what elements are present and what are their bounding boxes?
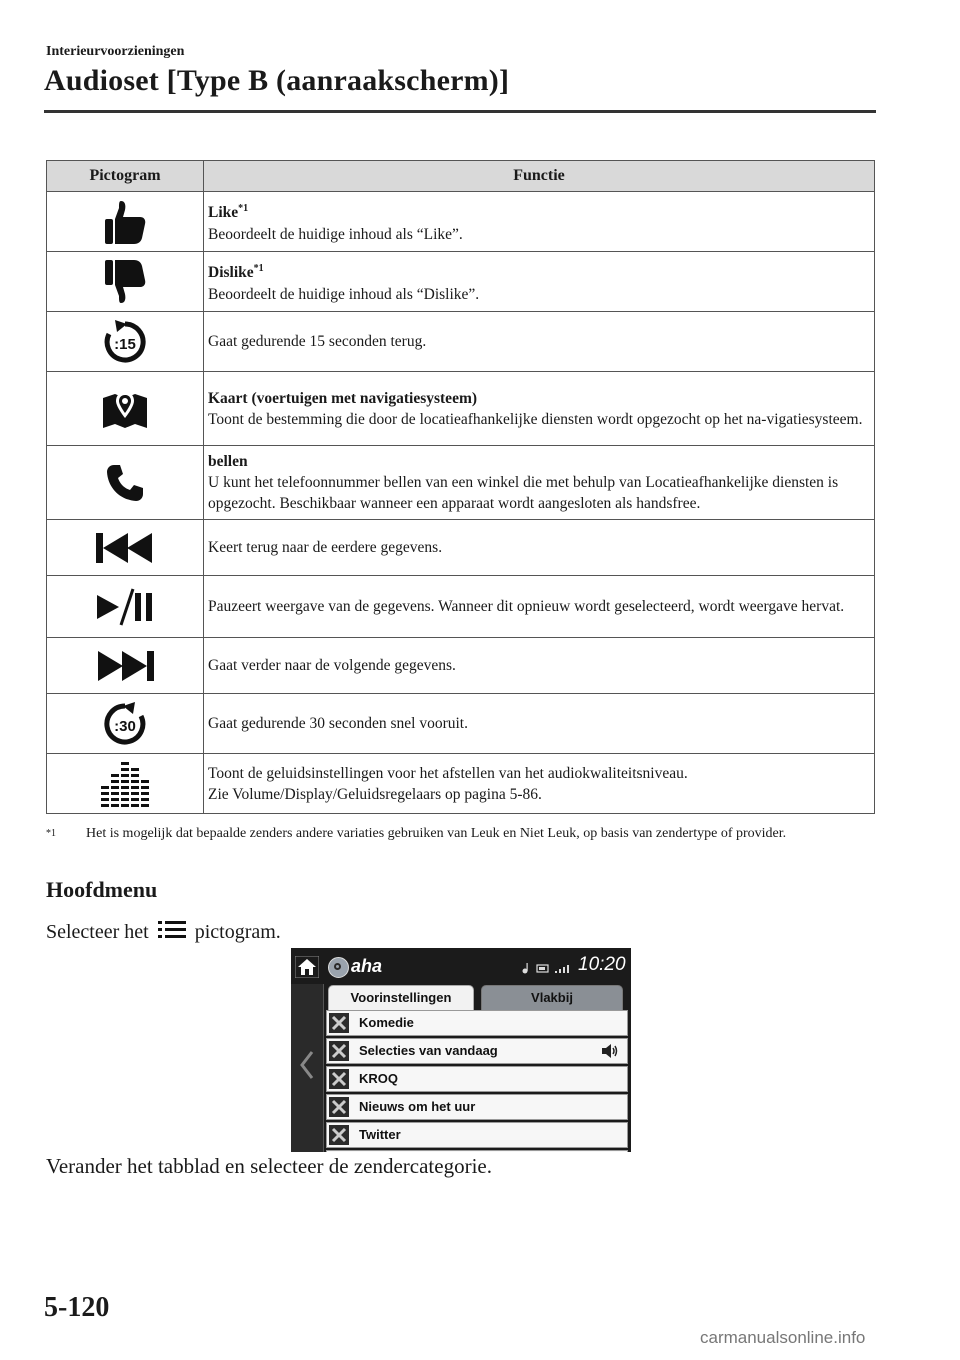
function-desc: Toont de geluidsinstellingen voor het afstellen van het audiokwaliteitsniveau. Zie Volume/Display/Geluidsregelaars op pagina 5-86. xyxy=(208,764,688,803)
tab-voorinstellingen[interactable]: Voorinstellingen xyxy=(328,985,474,1011)
equalizer-icon xyxy=(97,760,153,808)
section-heading: Hoofdmenu xyxy=(46,877,158,902)
screen-status-bar xyxy=(291,948,631,984)
table-row xyxy=(47,252,875,312)
home-icon[interactable] xyxy=(295,956,319,978)
function-title: Dislike$^{*1}$ xyxy=(208,263,264,282)
list-item-label xyxy=(359,1151,387,1152)
footnote-text: Het is mogelijk dat bepaalde zenders andere variaties gebruiken van Leuk en Niet Leuk, op basis van zendertype of provider. xyxy=(86,826,787,841)
icon-cell xyxy=(47,576,204,638)
footnote-mark: *1 xyxy=(46,828,56,839)
aha-logo-icon xyxy=(328,957,349,978)
page-number: 5-120 xyxy=(44,1292,110,1323)
list-item-label: Twitter xyxy=(359,1127,401,1142)
table-row xyxy=(47,638,875,694)
clock: 10:20 xyxy=(578,954,626,975)
table-row xyxy=(47,192,875,252)
svg-text::15: :15 xyxy=(114,335,136,353)
table-row xyxy=(47,754,875,814)
list-item[interactable] xyxy=(326,1150,628,1152)
back-arrow-icon[interactable] xyxy=(299,1050,315,1080)
function-cell xyxy=(204,312,875,372)
function-title: bellen xyxy=(208,453,248,470)
icon-cell xyxy=(47,754,204,814)
instruction-before: Selecteer het xyxy=(46,921,149,943)
category-icon xyxy=(329,1097,349,1117)
col-header-pictogram: Pictogram xyxy=(47,161,204,192)
section-label: Interieurvoorzieningen xyxy=(46,44,185,59)
table-row xyxy=(47,576,875,638)
function-cell xyxy=(204,252,875,312)
icon-cell xyxy=(47,446,204,520)
page-title: Audioset [Type B (aanraakscherm)] xyxy=(44,64,510,97)
function-cell xyxy=(204,694,875,754)
map-pin-icon xyxy=(99,386,151,432)
skip-forward-icon xyxy=(94,649,156,683)
function-desc: Pauzeert weergave van de gegevens. Wanneer dit opnieuw wordt geselecteerd, wordt weergave hervat. xyxy=(208,598,845,615)
table-row xyxy=(47,312,875,372)
speaker-icon xyxy=(601,1043,619,1059)
instruction-after: pictogram. xyxy=(194,921,281,943)
table-row xyxy=(47,372,875,446)
icon-cell xyxy=(47,252,204,312)
title-rule xyxy=(44,110,876,113)
category-icon xyxy=(329,1013,349,1033)
function-title: Kaart (voertuigen met navigatiesysteem) xyxy=(208,389,478,407)
function-desc: Gaat gedurende 30 seconden snel vooruit. xyxy=(208,715,468,732)
function-table xyxy=(46,160,875,814)
phone-icon xyxy=(105,463,145,503)
instruction xyxy=(46,920,281,944)
list-item[interactable] xyxy=(326,1010,628,1036)
category-icon xyxy=(329,1069,349,1089)
icon-cell xyxy=(47,520,204,576)
table-row xyxy=(47,446,875,520)
table-row xyxy=(47,520,875,576)
list-item[interactable] xyxy=(326,1122,628,1148)
list-item-label: KROQ xyxy=(359,1071,398,1086)
function-cell xyxy=(204,638,875,694)
side-panel xyxy=(291,984,324,1152)
tab-vlakbij[interactable]: Vlakbij xyxy=(481,985,623,1011)
function-desc: Gaat gedurende 15 seconden terug. xyxy=(208,333,427,350)
icon-cell xyxy=(47,312,204,372)
forward-30-icon xyxy=(101,700,149,748)
function-desc: U kunt het telefoonnummer bellen van een winkel die met behulp van Locatieafhankelijke diensten is opgezocht. Beschikbaar wanneer een apparaat wordt aangesloten als handsfree. xyxy=(208,474,839,512)
icon-cell xyxy=(47,694,204,754)
function-cell xyxy=(204,192,875,252)
svg-text::30: :30 xyxy=(114,717,136,735)
table-row xyxy=(47,694,875,754)
skip-back-icon xyxy=(94,531,156,565)
icon-cell xyxy=(47,192,204,252)
menu-list-icon xyxy=(158,920,186,940)
app-name: aha xyxy=(351,956,383,976)
function-cell xyxy=(204,520,875,576)
function-cell xyxy=(204,446,875,520)
aha-screen xyxy=(291,948,631,1152)
thumbs-up-icon xyxy=(103,199,147,245)
icon-cell xyxy=(47,372,204,446)
function-cell xyxy=(204,754,875,814)
play-pause-icon xyxy=(93,585,157,629)
function-desc: Keert terug naar de eerdere gegevens. xyxy=(208,539,443,556)
footnote xyxy=(46,824,846,844)
status-icons xyxy=(521,961,577,975)
list-item[interactable] xyxy=(326,1038,628,1064)
col-header-functie: Functie xyxy=(204,161,875,192)
list-item[interactable] xyxy=(326,1094,628,1120)
category-icon xyxy=(329,1041,349,1061)
list-item[interactable] xyxy=(326,1066,628,1092)
rewind-15-icon xyxy=(101,318,149,366)
function-desc: Gaat verder naar de volgende gegevens. xyxy=(208,657,456,674)
function-cell xyxy=(204,576,875,638)
function-desc: Toont de bestemming die door de locatieafhankelijke diensten wordt opgezocht op het na-vigatiesysteem. xyxy=(208,410,863,428)
thumbs-down-icon xyxy=(103,259,147,305)
function-desc: Beoordeelt de huidige inhoud als “Dislike”. xyxy=(208,285,480,303)
function-title: Like$^{*1}$ xyxy=(208,203,249,222)
function-desc: Beoordeelt de huidige inhoud als “Like”. xyxy=(208,225,463,243)
function-cell xyxy=(204,372,875,446)
icon-cell xyxy=(47,638,204,694)
category-icon xyxy=(329,1125,349,1145)
list-item-label: Komedie xyxy=(359,1015,414,1030)
closing-text: Verander het tabblad en selecteer de zendercategorie. xyxy=(46,1154,492,1178)
list-item-label: Nieuws om het uur xyxy=(359,1099,476,1114)
station-list xyxy=(326,1010,628,1152)
watermark: carmanualsonline.info xyxy=(700,1328,866,1347)
list-item-label: Selecties van vandaag xyxy=(359,1043,498,1058)
